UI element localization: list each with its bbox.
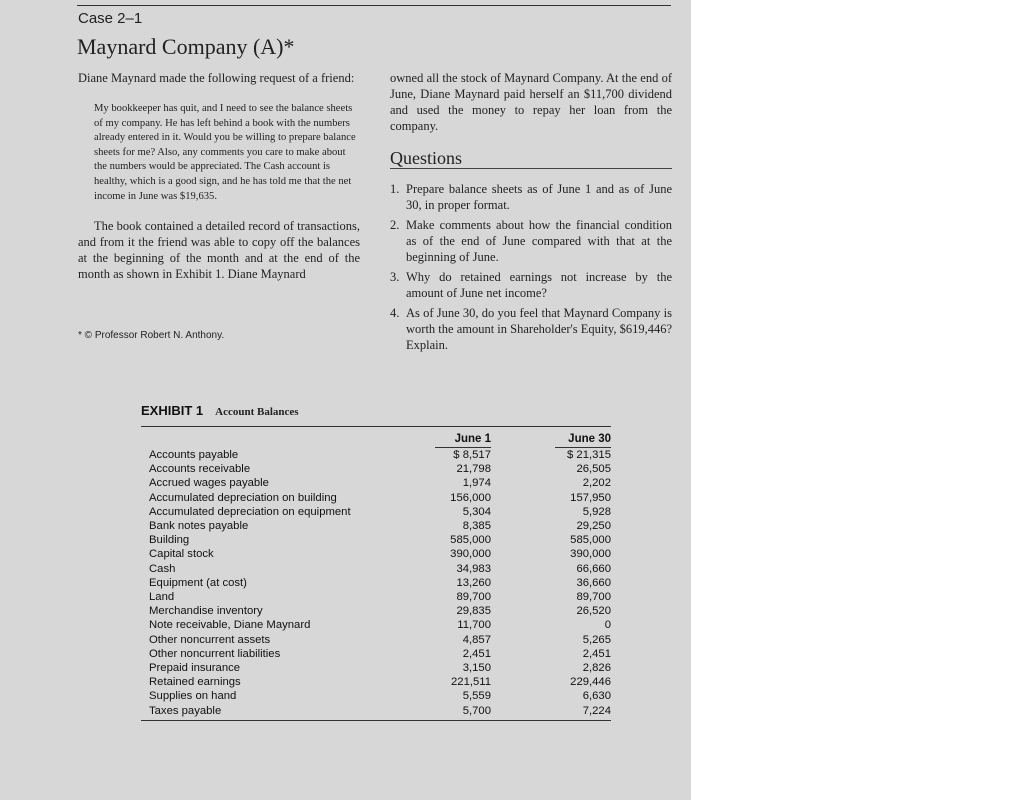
table-row <box>141 618 611 632</box>
letter-quote: My bookkeeper has quit, and I need to see the balance sheets of my company. He has left behind a book with the numbers already entered in it. Would you be willing to prepare balance sheets for me? Also, any comments you care to make about the numbers would be appreciated. The Cash account is healthy, which is a good sign, and he has told me that the net income in June was $19,635. <box>94 103 356 202</box>
account-name: Bank notes payable <box>149 520 249 533</box>
account-name: Land <box>149 591 175 604</box>
table-bottom-rule <box>141 720 611 721</box>
june1-value: 34,983 <box>456 562 491 575</box>
account-name: Accrued wages payable <box>149 477 269 490</box>
table-row <box>141 704 611 718</box>
questions-heading: Questions <box>390 150 672 169</box>
table-row <box>141 675 611 689</box>
june1-value: 390,000 <box>450 548 491 561</box>
account-name: Equipment (at cost) <box>149 576 247 589</box>
june1-value: 21,798 <box>456 463 491 476</box>
june30-value: 585,000 <box>570 534 611 547</box>
june1-value: 29,835 <box>456 605 491 618</box>
account-balances-table <box>141 433 611 718</box>
account-name: Supplies on hand <box>149 690 237 703</box>
question-item: 1. Prepare balance sheets as of June 1 and as of June 30, in proper format. <box>390 182 672 212</box>
table-row <box>141 661 611 675</box>
june1-value: 4,857 <box>462 633 491 646</box>
june30-value: 2,826 <box>582 662 611 675</box>
june30-value: 2,202 <box>582 477 611 490</box>
table-row <box>141 647 611 661</box>
case-label: Case 2–1 <box>78 10 143 27</box>
june30-value: 89,700 <box>576 591 611 604</box>
account-name: Building <box>149 534 190 547</box>
account-name: Accounts payable <box>149 448 239 461</box>
account-name: Accumulated depreciation on equipment <box>149 505 351 518</box>
june30-value: 229,446 <box>570 676 611 689</box>
account-name: Cash <box>149 562 176 575</box>
june1-value: 5,700 <box>462 704 491 717</box>
exhibit-label: EXHIBIT 1 <box>141 403 204 418</box>
june30-value: 29,250 <box>576 520 611 533</box>
june30-value: 36,660 <box>576 576 611 589</box>
col-june1-header: June 1 <box>435 433 491 448</box>
exhibit-caption: Account Balances <box>215 406 299 418</box>
continuation-paragraph: owned all the stock of Maynard Company. At the end of June, Diane Maynard paid herself an $11,700 dividend and used the money to repay her loan from the company. <box>390 71 672 133</box>
june30-value: 0 <box>604 619 611 632</box>
june1-value: 5,559 <box>462 690 491 703</box>
table-row <box>141 604 611 618</box>
table-row <box>141 590 611 604</box>
question-item: 3. Why do retained earnings not increase by the amount of June net income? <box>390 270 672 300</box>
june1-value: 11,700 <box>457 619 491 632</box>
exhibit-rule <box>141 426 611 427</box>
table-row <box>141 576 611 590</box>
table-row <box>141 689 611 703</box>
table-row <box>141 519 611 533</box>
june1-value: 221,511 <box>451 676 491 689</box>
june30-value: 5,265 <box>582 633 611 646</box>
june1-value: 1,974 <box>462 477 491 490</box>
account-name: Other noncurrent liabilities <box>149 647 281 660</box>
table-row <box>141 462 611 476</box>
table-row <box>141 562 611 576</box>
question-item: 4. As of June 30, do you feel that Maynard Company is worth the amount in Shareholder's Equity, $619,446? Explain. <box>390 306 672 352</box>
exhibit-header <box>141 402 611 420</box>
june30-value: 66,660 <box>576 562 611 575</box>
june1-value: 89,700 <box>456 591 491 604</box>
account-name: Accumulated depreciation on building <box>149 491 337 504</box>
table-row <box>141 491 611 505</box>
body-paragraph: The book contained a detailed record of transactions, and from it the friend was able to copy off the balances at the beginning of the month and at the end of the month as shown in Exhibit 1. Diane Maynard <box>78 219 360 282</box>
account-name: Taxes payable <box>149 704 222 717</box>
question-item: 2. Make comments about how the financial condition as of the end of June compared with that at the beginning of June. <box>390 218 672 264</box>
june30-value: 2,451 <box>582 647 611 660</box>
june30-value: $ 21,315 <box>567 449 611 461</box>
june1-value: $ 8,517 <box>453 449 491 461</box>
june1-value: 8,385 <box>462 520 491 533</box>
june30-value: 6,630 <box>582 690 611 703</box>
june1-value: 5,304 <box>462 505 491 518</box>
table-row <box>141 547 611 561</box>
account-name: Capital stock <box>149 548 214 561</box>
table-row <box>141 533 611 547</box>
col-june30-header: June 30 <box>555 433 611 448</box>
footnote: * © Professor Robert N. Anthony. <box>78 330 225 341</box>
june1-value: 3,150 <box>462 662 491 675</box>
account-name: Merchandise inventory <box>149 605 263 618</box>
june1-value: 156,000 <box>450 491 491 504</box>
account-name: Retained earnings <box>149 676 241 689</box>
account-name: Note receivable, Diane Maynard <box>149 619 311 632</box>
june30-value: 390,000 <box>570 548 611 561</box>
table-row <box>141 633 611 647</box>
table-row <box>141 476 611 490</box>
account-name: Other noncurrent assets <box>149 633 271 646</box>
june30-value: 26,520 <box>576 605 611 618</box>
exhibit-1 <box>141 402 611 721</box>
june1-value: 585,000 <box>450 534 491 547</box>
right-column <box>390 70 672 357</box>
account-name: Accounts receivable <box>149 463 251 476</box>
intro-paragraph: Diane Maynard made the following request of a friend: <box>78 71 355 85</box>
account-name: Prepaid insurance <box>149 662 241 675</box>
june30-value: 5,928 <box>582 505 611 518</box>
table-row <box>141 505 611 519</box>
june1-value: 13,260 <box>456 576 491 589</box>
june30-value: 7,224 <box>582 704 611 717</box>
questions-list <box>390 181 672 353</box>
june1-value: 2,451 <box>462 647 491 660</box>
june30-value: 157,950 <box>570 491 611 504</box>
june30-value: 26,505 <box>576 463 611 476</box>
table-row <box>141 448 611 463</box>
top-rule <box>77 5 671 6</box>
case-title: Maynard Company (A)* <box>77 34 295 59</box>
left-column <box>78 70 360 282</box>
